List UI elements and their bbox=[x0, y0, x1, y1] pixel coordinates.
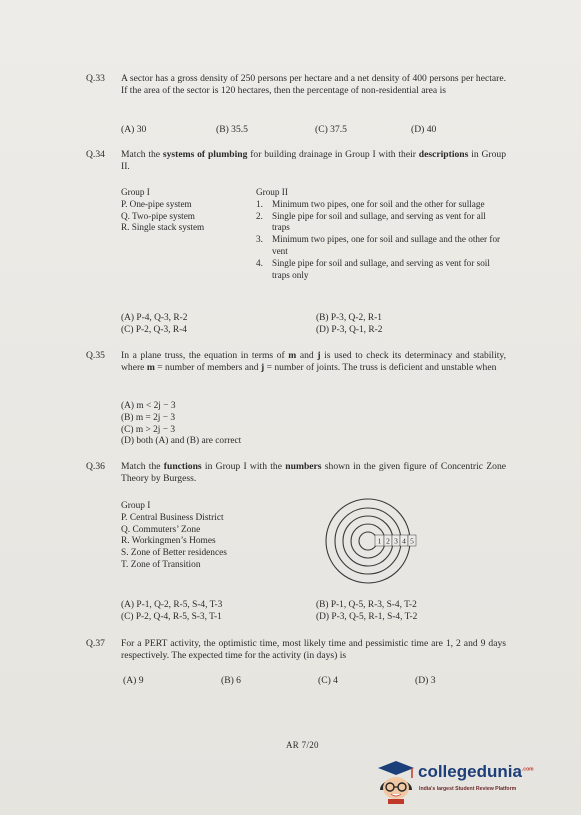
option-b: (B) 35.5 bbox=[216, 124, 248, 135]
graduate-mascot-icon bbox=[374, 758, 416, 804]
group-item: P. Central Business District bbox=[121, 512, 224, 523]
zone-label-3: 3 bbox=[394, 536, 398, 546]
brand-tagline: India's largest Student Review Platform bbox=[419, 786, 517, 792]
question-36 bbox=[86, 461, 506, 486]
options bbox=[121, 401, 241, 448]
group-item: T. Zone of Transition bbox=[121, 559, 201, 570]
group-item: P. One-pipe system bbox=[121, 198, 192, 209]
group-item: 1. Minimum two pipes, one for soil and the other for sullage bbox=[256, 198, 485, 209]
option-c: (C) 37.5 bbox=[315, 124, 347, 135]
question-text: Match the functions in Group I with the numbers shown in the given figure of Concentric Zone Theory by Burgess. bbox=[121, 461, 507, 485]
zone-label-5: 5 bbox=[410, 536, 414, 546]
zone-label-4: 4 bbox=[402, 536, 406, 546]
option-c: (C) P-2, Q-4, R-5, S-3, T-1 bbox=[121, 612, 222, 622]
question-text: In a plane truss, the equation in terms of m and j is used to check its determinacy and stability, where m = number of members and j = number of joints. The truss is deficient and unstable when bbox=[121, 350, 506, 374]
option-c: (C) P-2, Q-3, R-4 bbox=[121, 325, 187, 335]
option-b: (B) P-3, Q-2, R-1 bbox=[316, 313, 382, 323]
question-text: Match the systems of plumbing for building drainage in Group I with their descriptions in Group II. bbox=[121, 149, 506, 173]
concentric-zone-figure bbox=[318, 496, 418, 586]
question-number: Q.33 bbox=[86, 73, 105, 84]
question-text: A sector has a gross density of 250 persons per hectare and a net density of 400 persons per hectare. If the area of the sector is 120 hectares, then the percentage of non-residential area is bbox=[121, 73, 506, 97]
group-title: Group I bbox=[121, 501, 151, 511]
option-a: (A) m < 2j − 3 bbox=[121, 401, 176, 411]
option-a: (A) P-4, Q-3, R-2 bbox=[121, 313, 188, 323]
option-a: (A) P-1, Q-2, R-5, S-4, T-3 bbox=[121, 600, 223, 610]
option-b: (B) m = 2j − 3 bbox=[121, 412, 176, 423]
option-c: (C) m > 2j − 3 bbox=[121, 424, 176, 435]
page-footer: AR 7/20 bbox=[286, 740, 319, 750]
group-1 bbox=[121, 187, 204, 234]
group-item: R. Workingmen’s Homes bbox=[121, 536, 216, 547]
group-1 bbox=[121, 501, 227, 572]
zone-ring-1 bbox=[359, 532, 377, 550]
brand-name: collegedunia$^{.com}$ bbox=[418, 762, 534, 781]
group-title: Group II bbox=[256, 187, 288, 197]
question-33 bbox=[86, 73, 506, 135]
question-number: Q.36 bbox=[86, 461, 105, 472]
group-item: R. Single stack system bbox=[121, 222, 205, 233]
group-item: Q. Commuters’ Zone bbox=[121, 524, 201, 535]
option-a: (A) 9 bbox=[123, 675, 144, 686]
option-c: (C) 4 bbox=[318, 675, 338, 686]
zone-label-2: 2 bbox=[386, 536, 390, 546]
option-b: (B) P-1, Q-5, R-3, S-4, T-2 bbox=[316, 600, 417, 610]
group-item: 4. Single pipe for soil and sullage, and serving as vent for soil traps only bbox=[256, 257, 490, 280]
group-title: Group I bbox=[121, 187, 150, 197]
question-37 bbox=[86, 638, 506, 686]
option-d: (D) P-3, Q-5, R-1, S-4, T-2 bbox=[316, 612, 418, 622]
group-item: 2. Single pipe for soil and sullage, and serving as vent for all traps bbox=[256, 210, 486, 233]
question-35 bbox=[86, 350, 506, 375]
option-d: (D) 3 bbox=[415, 675, 436, 686]
question-text: For a PERT activity, the optimistic time, most likely time and pessimistic time are 1, 2 and 9 days respectively. The expected time for the activity (in days) is bbox=[121, 638, 506, 662]
option-a: (A) 30 bbox=[121, 124, 147, 135]
option-d: (D) 40 bbox=[411, 124, 437, 135]
option-b: (B) 6 bbox=[221, 675, 241, 686]
group-item: S. Zone of Better residences bbox=[121, 548, 227, 559]
group-2 bbox=[256, 187, 502, 281]
zone-label-1: 1 bbox=[377, 536, 382, 546]
question-number: Q.37 bbox=[86, 638, 105, 649]
group-item: Q. Two-pipe system bbox=[121, 210, 195, 221]
option-d: (D) both (A) and (B) are correct bbox=[121, 436, 242, 447]
group-item: 3. Minimum two pipes, one for soil and sullage and the other for vent bbox=[256, 234, 501, 256]
question-34 bbox=[86, 149, 506, 174]
option-d: (D) P-3, Q-1, R-2 bbox=[316, 325, 383, 335]
question-number: Q.34 bbox=[86, 149, 105, 160]
collegedunia-logo[interactable] bbox=[374, 758, 534, 806]
question-number: Q.35 bbox=[86, 350, 105, 361]
